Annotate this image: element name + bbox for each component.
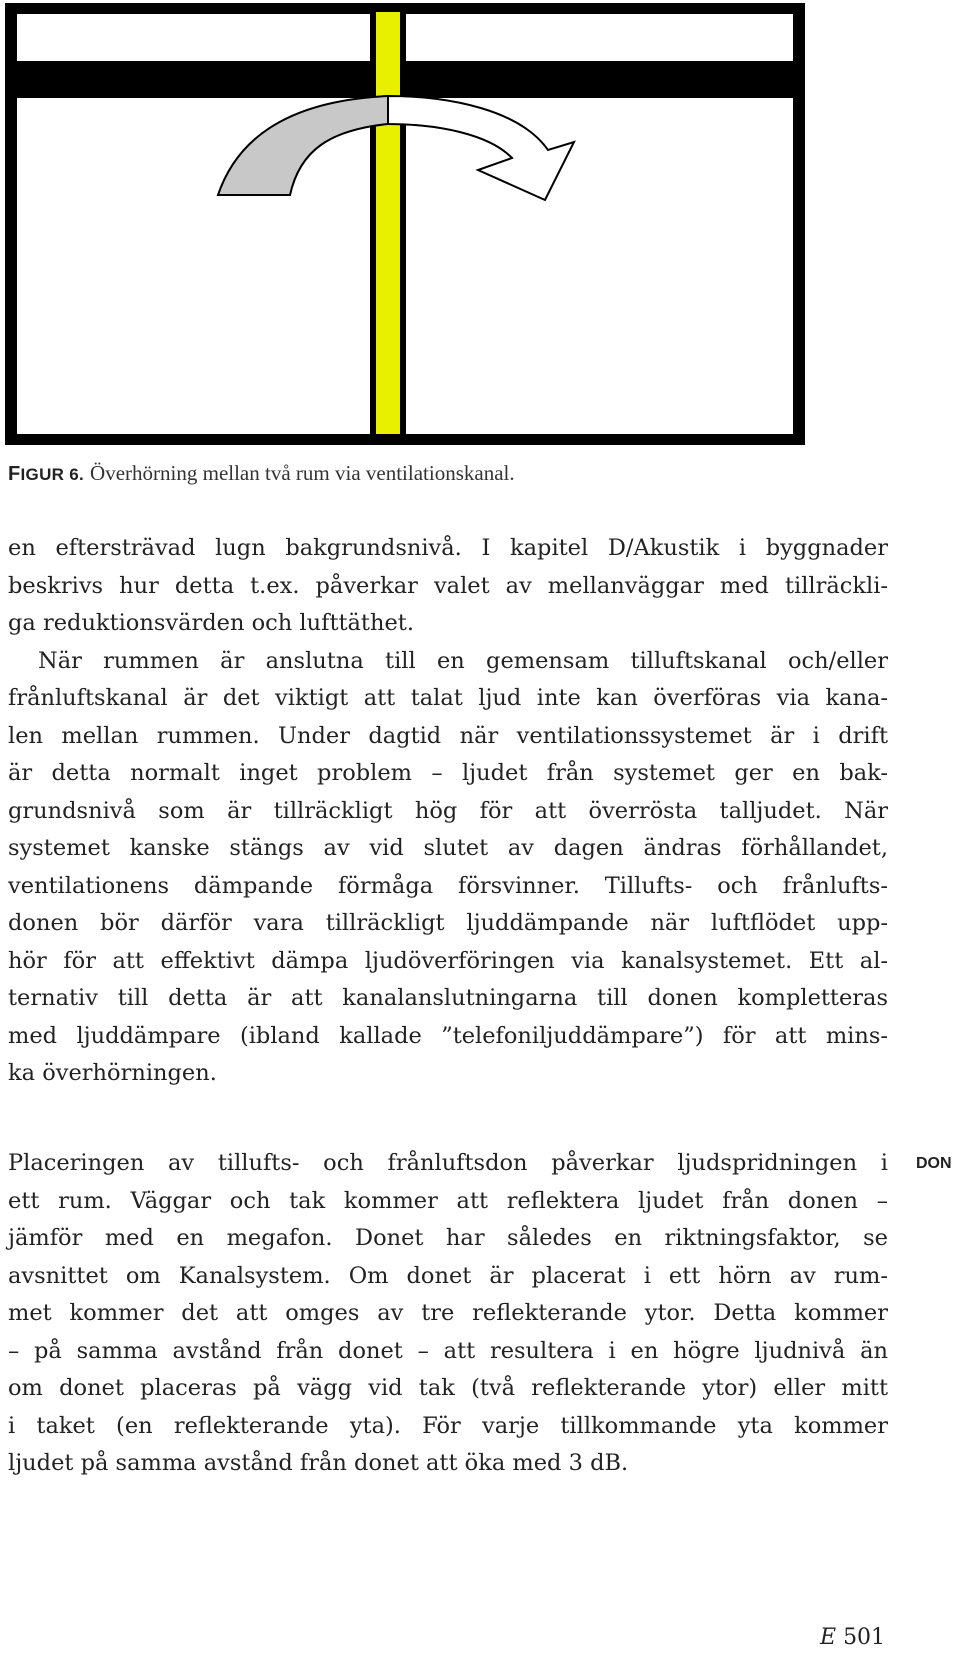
text-line: – på samma avstånd från donet – att resultera i en högre ljudnivå än	[8, 1337, 888, 1364]
caption-label: FIGUR 6.	[8, 463, 85, 485]
section-letter: E	[820, 1625, 837, 1650]
separating-wall-fill	[376, 12, 400, 434]
text-line: ventilationens dämpande förmåga försvinner. Tillufts- och frånlufts-	[8, 872, 888, 899]
body-paragraph-2	[8, 1145, 888, 1483]
text-line: i taket (en reflekterande yta). För varje tillkommande yta kommer	[8, 1412, 888, 1439]
text-line: donen bör därför vara tillräckligt ljuddämpande när luftflödet upp-	[8, 910, 888, 936]
text-line: ga reduktionsvärden och lufttäthet.	[8, 610, 414, 636]
text-line: När rummen är anslutna till en gemensam tilluftskanal och/eller	[38, 647, 888, 674]
page-number-value: 501	[843, 1625, 886, 1650]
text-line: grundsnivå som är tillräckligt hög för att överrösta talljudet. När	[8, 797, 888, 824]
text-line: jämför med en megafon. Donet har således en riktningsfaktor, se	[8, 1225, 888, 1251]
figure-caption	[8, 458, 515, 490]
margin-keyword: DON	[916, 1155, 952, 1172]
body-paragraph-1	[8, 530, 888, 1093]
text-line: len mellan rummen. Under dagtid när ventilationssystemet är i drift	[8, 722, 888, 749]
text-line: beskrivs hur detta t.ex. påverkar valet av mellanväggar med tillräckli-	[8, 572, 888, 599]
text-line: med ljuddämpare (ibland kallade ”telefoniljuddämpare”) för att mins-	[8, 1022, 888, 1049]
text-line: är detta normalt inget problem – ljudet från systemet ger en bak-	[8, 760, 888, 786]
caption-text: Överhörning mellan två rum via ventilationskanal.	[90, 461, 515, 485]
text-line: frånluftskanal är det viktigt att talat ljud inte kan överföras via kana-	[8, 685, 888, 711]
text-line: ternativ till detta är att kanalanslutningarna till donen kompletteras	[8, 985, 888, 1011]
text-line: met kommer det att omges av tre reflekterande ytor. Detta kommer	[8, 1300, 888, 1326]
page-number	[820, 1625, 885, 1650]
text-line: hör för att effektivt dämpa ljudöverföringen via kanalsystemet. Ett al-	[8, 947, 888, 974]
ventilation-crosstalk-figure	[0, 0, 810, 450]
text-line: en eftersträvad lugn bakgrundsnivå. I kapitel D/Akustik i byggnader	[8, 535, 888, 561]
text-line: ljudet på samma avstånd från donet att öka med 3 dB.	[8, 1450, 629, 1476]
text-line: Placeringen av tillufts- och frånluftsdon påverkar ljudspridningen i	[8, 1150, 888, 1176]
text-line: avsnittet om Kanalsystem. Om donet är placerat i ett hörn av rum-	[8, 1262, 888, 1289]
text-line: ett rum. Väggar och tak kommer att reflektera ljudet från donen –	[8, 1187, 888, 1214]
text-line: om donet placeras på vägg vid tak (två reflekterande ytor) eller mitt	[8, 1375, 888, 1401]
text-line: ka överhörningen.	[8, 1060, 217, 1086]
text-line: systemet kanske stängs av vid slutet av dagen ändras förhållandet,	[8, 835, 888, 861]
